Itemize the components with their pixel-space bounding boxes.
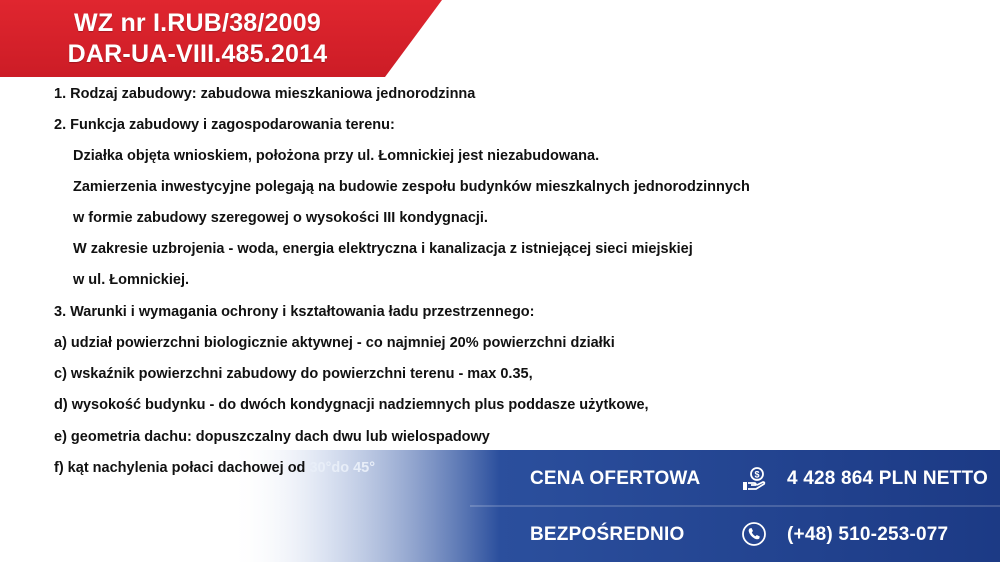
text-line: Działka objęta wnioskiem, położona przy ul. Łomnickiej jest niezabudowana. — [73, 148, 600, 164]
text-line: w formie zabudowy szeregowej o wysokości III kondygnacji. — [73, 210, 488, 226]
text-line: Zamierzenia inwestycyjne polegają na budowie zespołu budynków mieszkalnych jednorodzinnych — [73, 179, 750, 195]
text-fragment: 30°do 45° — [309, 460, 376, 476]
text-line: c) wskaźnik powierzchni zabudowy do powierzchni terenu - max 0.35, — [54, 366, 533, 382]
text-line: 3. Warunki i wymagania ochrony i kształtowania ładu przestrzennego: — [54, 304, 535, 320]
text-line: W zakresie uzbrojenia - woda, energia elektryczna i kanalizacja z istniejącej sieci miejskiej — [73, 241, 693, 257]
price-value: 4 428 864 PLN NETTO — [787, 468, 988, 489]
text-fragment: od — [287, 460, 310, 476]
text-line: d) wysokość budynku - do dwóch kondygnacji nadziemnych plus poddasze użytkowe, — [54, 397, 649, 413]
text-line: a) udział powierzchni biologicznie aktywnej - co najmniej 20% powierzchni działki — [54, 335, 615, 351]
header-title-line2: DAR-UA-VIII.485.2014 — [67, 40, 328, 68]
text-line: 2. Funkcja zabudowy i zagospodarowania terenu: — [54, 117, 395, 133]
text-line — [54, 460, 375, 476]
text-line: e) geometria dachu: dopuszczalny dach dwu lub wielospadowy — [54, 429, 490, 445]
text-line: w ul. Łomnickiej. — [73, 272, 190, 288]
contact-label: BEZPOŚREDNIO — [530, 524, 685, 545]
phone-icon[interactable] — [741, 521, 767, 547]
phone-number[interactable]: (+48) 510-253-077 — [787, 524, 949, 545]
svg-text:$: $ — [754, 469, 760, 480]
text-fragment: f) kąt nachylenia połaci dachowej — [54, 460, 288, 476]
text-line: 1. Rodzaj zabudowy: zabudowa mieszkaniowa jednorodzinna — [54, 86, 476, 102]
price-label: CENA OFERTOWA — [530, 468, 701, 489]
header-title-line1: WZ nr I.RUB/38/2009 — [74, 9, 321, 37]
money-hand-icon — [741, 466, 767, 492]
